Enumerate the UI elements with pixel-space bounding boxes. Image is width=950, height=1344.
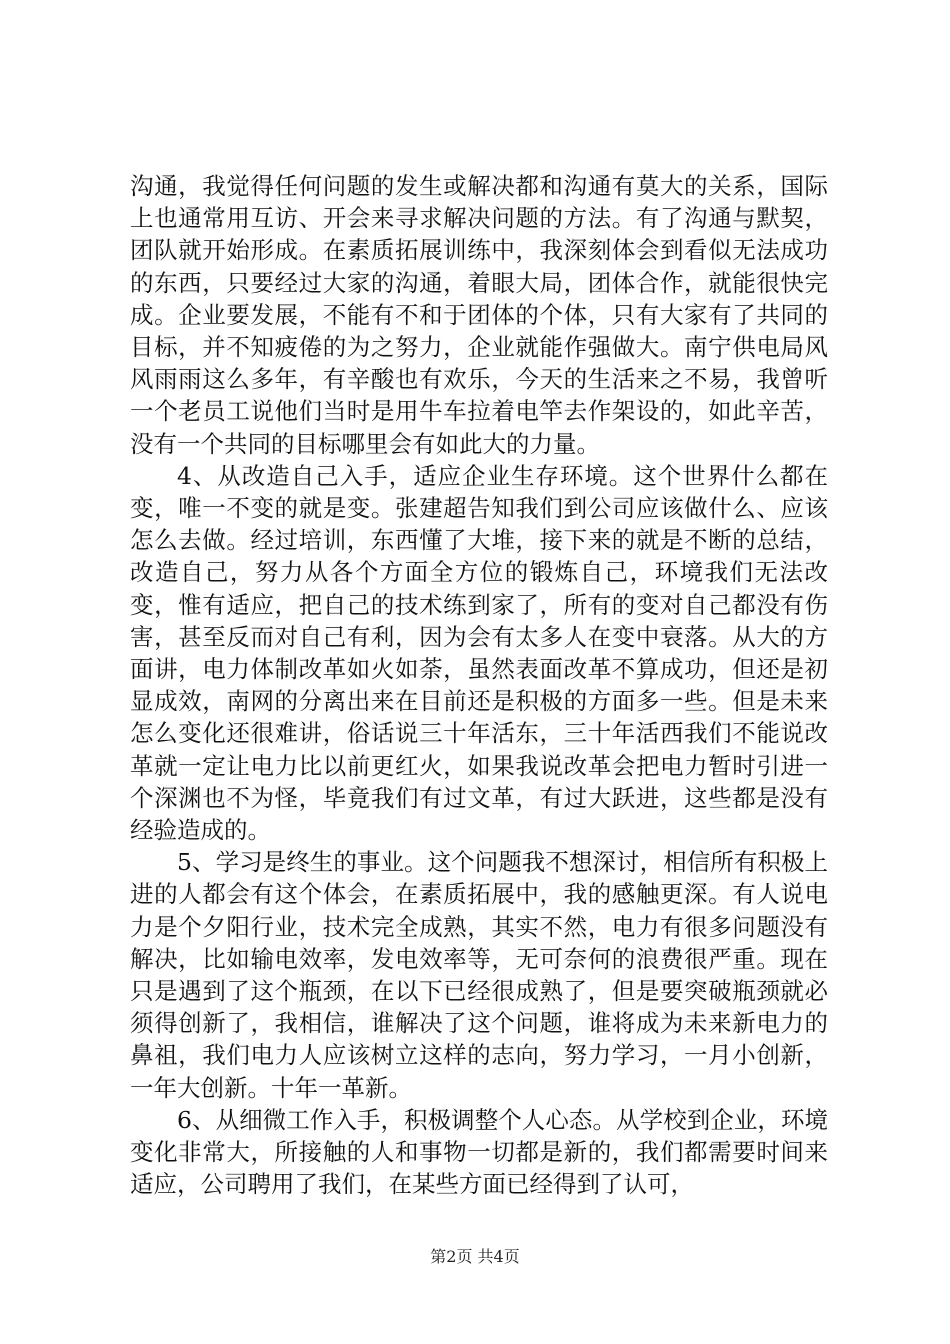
paragraph-point-6: 6、从细微工作入手，积极调整个人心态。从学校到企业，环境变化非常大，所接触的人和事物一切都是新的，我们都需要时间来适应，公司聘用了我们，在某些方面已经得到了认可，: [130, 1105, 828, 1199]
paragraph-point-5: 5、学习是终生的事业。这个问题我不想深讨，相信所有积极上进的人都会有这个体会，在素质拓展中，我的感触更深。有人说电力是个夕阳行业，技术完全成熟，其实不然，电力有很多问题没有解决，比如输电效率，发电效率等，无可奈何的浪费很严重。现在只是遇到了这个瓶颈，在以下已经很成熟了，但是要突破瓶颈就必须得创新了，我相信，谁解决了这个问题，谁将成为未来新电力的鼻祖，我们电力人应该树立这样的志向，努力学习，一月小创新，一年大创新。十年一革新。: [130, 848, 828, 1102]
page-number-footer: 第2页 共4页: [430, 1247, 520, 1266]
paragraph-communication: 沟通，我觉得任何问题的发生或解决都和沟通有莫大的关系，国际上也通常用互访、开会来寻求解决问题的方法。有了沟通与默契，团队就开始形成。在素质拓展训练中，我深刻体会到看似无法成功的东西，只要经过大家的沟通，着眼大局，团体合作，就能很快完成。企业要发展，不能有不和于团体的个体，只有大家有了共同的目标，并不知疲倦的为之努力，企业就能作强做大。南宁供电局风风雨雨这么多年，有辛酸也有欢乐，今天的生活来之不易，我曾听一个老员工说他们当时是用牛车拉着电竿去作架设的，如此辛苦，没有一个共同的目标哪里会有如此大的力量。: [130, 172, 828, 458]
paragraph-point-4: 4、从改造自己入手，适应企业生存环境。这个世界什么都在变，唯一不变的就是变。张建超告知我们到公司应该做什么、应该怎么去做。经过培训，东西懂了大堆，接下来的就是不断的总结，改造自己，努力从各个方面全方位的锻炼自己，环境我们无法改变，惟有适应，把自己的技术练到家了，所有的变对自己都没有伤害，甚至反而对自己有利，因为会有太多人在变中衰落。从大的方面讲，电力体制改革如火如荼，虽然表面改革不算成功，但还是初显成效，南网的分离出来在目前还是积极的方面多一些。但是未来怎么变化还很难讲，俗话说三十年活东，三十年活西我们不能说改革就一定让电力比以前更红火，如果我说改革会把电力暂时引进一个深渊也不为怪，毕竟我们有过文革，有过大跃进，这些都是没有经验造成的。: [130, 461, 828, 845]
document-body: [130, 170, 828, 1201]
